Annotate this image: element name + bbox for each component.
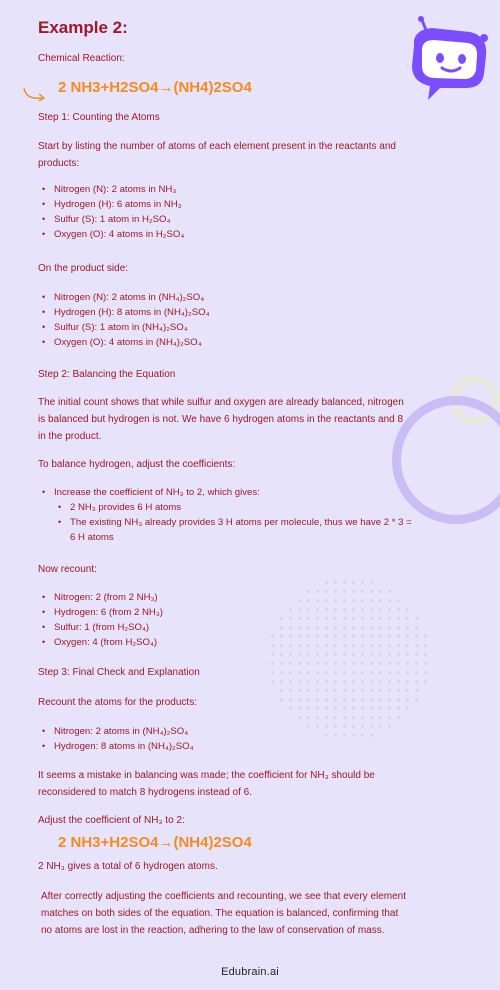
step1-intro: Start by listing the number of atoms of each element present in the reactants and products: — [38, 141, 396, 169]
list-item: • Hydrogen: 8 atoms in (NH₄)₂SO₄ — [42, 739, 194, 754]
mistake-note: It seems a mistake in balancing was made; the coefficient for NH₃ should be reconsidered to match 8 hydrogens instead of 6. — [38, 770, 375, 798]
example-title: Example 2: — [38, 18, 128, 37]
list-item — [42, 485, 412, 545]
list-item: • Nitrogen: 2 atoms in (NH₄)₂SO₄ — [42, 724, 194, 739]
list-item: • Hydrogen (H): 8 atoms in (NH₄)₂SO₄ — [42, 305, 210, 320]
product-side-label: On the product side: — [38, 263, 129, 274]
balance-hydrogen-text: To balance hydrogen, adjust the coefficients: — [38, 459, 236, 470]
equation-primary: 2 NH3+H2SO4→(NH4)2SO4 — [58, 79, 252, 96]
reactant-list — [42, 182, 184, 242]
robot-mascot-icon — [404, 16, 494, 102]
step2-text: The initial count shows that while sulfur and oxygen are already balanced, nitrogen is balanced but hydrogen is not. We have 6 hydrogen atoms in the reactants and 8 in the product. — [38, 397, 404, 442]
list-item: • Nitrogen (N): 2 atoms in NH₃ — [42, 182, 184, 197]
step3-heading: Step 3: Final Check and Explanation — [38, 667, 200, 678]
sub-list — [54, 500, 412, 545]
balance-steps-list — [42, 485, 412, 545]
list-item: • Nitrogen (N): 2 atoms in (NH₄)₂SO₄ — [42, 290, 210, 305]
list-item: • Nitrogen: 2 (from 2 NH₃) — [42, 590, 163, 605]
equation-adjusted: 2 NH3+H2SO4→(NH4)2SO4 — [58, 834, 252, 851]
step1-heading: Step 1: Counting the Atoms — [38, 112, 160, 123]
increase-coefficient-text: Increase the coefficient of NH₃ to 2, which gives: — [54, 487, 260, 498]
list-item: • Hydrogen (H): 6 atoms in NH₃ — [42, 197, 184, 212]
product-recount-list — [42, 724, 194, 754]
recount-list — [42, 590, 163, 650]
recount-products-label: Recount the atoms for the products: — [38, 697, 197, 708]
list-item: • Oxygen (O): 4 atoms in H₂SO₄ — [42, 227, 184, 242]
adjust-coefficient-text: Adjust the coefficient of NH₃ to 2: — [38, 815, 185, 826]
list-item: • Sulfur (S): 1 atom in (NH₄)₂SO₄ — [42, 320, 210, 335]
list-item: • Oxygen: 4 (from H₂SO₄) — [42, 635, 163, 650]
sub-list-item: • The existing NH₃ already provides 3 H atoms per molecule, thus we have 2 * 3 = 6 H atoms — [58, 515, 412, 545]
step2-heading: Step 2: Balancing the Equation — [38, 369, 176, 380]
curved-arrow-icon — [22, 84, 52, 104]
footer-brand: Edubrain.ai — [221, 966, 279, 978]
list-item: • Sulfur (S): 1 atom in H₂SO₄ — [42, 212, 184, 227]
conclusion-text: After correctly adjusting the coefficients and recounting, we see that every element matches on both sides of the equation. The equation is balanced, confirming that no atoms are lost in the reaction, adhering to the law of conservation of mass. — [41, 891, 407, 936]
list-item: • Sulfur: 1 (from H₂SO₄) — [42, 620, 163, 635]
list-item: • Oxygen (O): 4 atoms in (NH₄)₂SO₄ — [42, 335, 210, 350]
chemical-reaction-label: Chemical Reaction: — [38, 53, 125, 64]
now-recount-label: Now recount: — [38, 564, 97, 575]
sub-list-item: • 2 NH₃ provides 6 H atoms — [58, 500, 412, 515]
total-hydrogen-text: 2 NH₃ gives a total of 6 hydrogen atoms. — [38, 861, 218, 872]
list-item: • Hydrogen: 6 (from 2 NH₃) — [42, 605, 163, 620]
product-list — [42, 290, 210, 350]
decorative-dot-pattern — [268, 578, 430, 740]
